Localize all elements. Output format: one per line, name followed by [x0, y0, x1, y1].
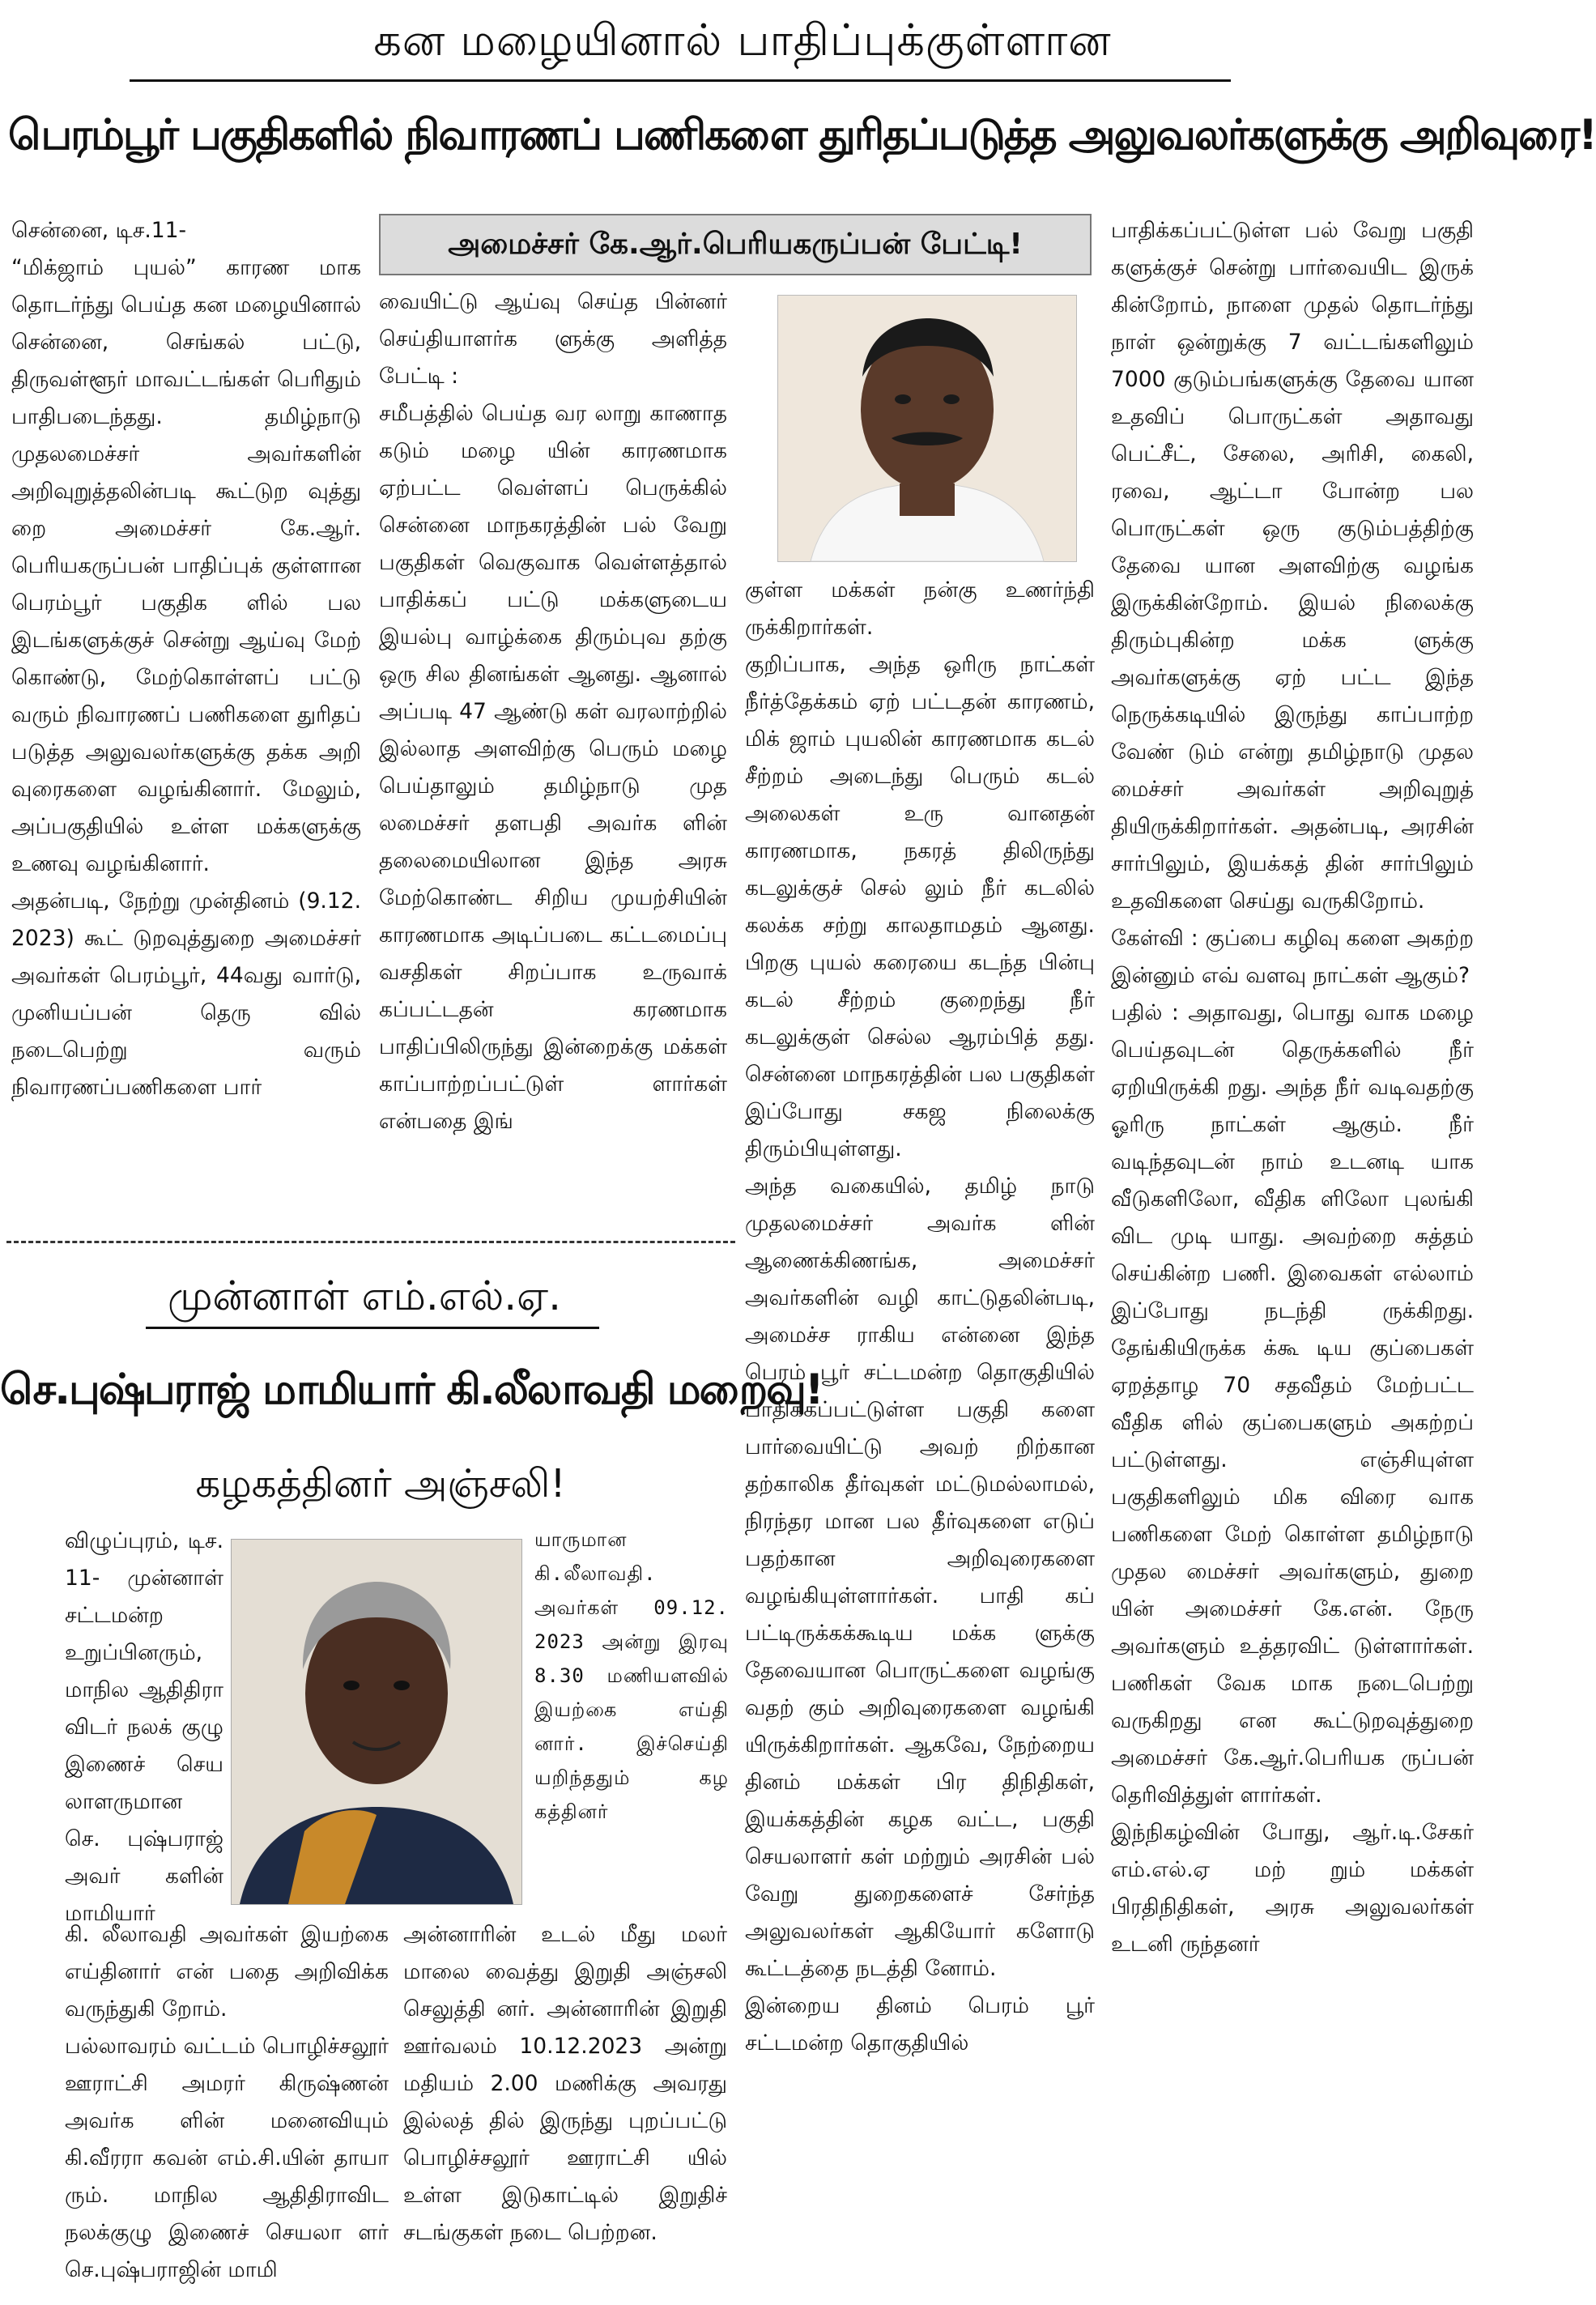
minister-portrait-illustration: [778, 296, 1076, 561]
obituary-column-2-top: யாருமான கி.லீலாவதி. அவர்கள் 09.12. 2023 அன்று இரவு 8.30 மணியளவில் இயற்கை எய்தி னார். இச்செய்தி யறிந்ததும் கழ கத்தினர்: [534, 1528, 729, 1823]
main-subhead: அமைச்சர் கே.ஆர்.பெரியகருப்பன் பேட்டி!: [379, 214, 1092, 275]
obituary-column-1-top: விழுப்புரம், டிச. 11- முன்னாள் சட்டமன்ற உறுப்பினரும், மாநில ஆதிதிரா விடர் நலக் குழு இணைச் செய லாளருமான செ. புஷ்பராஜ் அவர் களின் மாமியார்: [65, 1528, 223, 1926]
obituary-headline: செ.புஷ்பராஜ் மாமியார் கி.லீலாவதி மறைவு!: [0, 1366, 823, 1414]
obituary-subhead: கழகத்தினர் அஞ்சலி!: [195, 1461, 566, 1506]
main-story-column-2: வையிட்டு ஆய்வு செய்த பின்னர் செய்தியாளர்க ளுக்கு அளித்த பேட்டி : சமீபத்தில் பெய்த வர லாறு காணாத கடும் மழை யின் காரணமாக ஏற்பட்ட வெள்ளப் பெருக்கில் சென்னை மாநகரத்தின் பல் வேறு பகுதிகள் வெகுவாக வெள்ளத்தால் பாதிக்கப் பட்டு மக்களுடைய இயல்பு வாழ்க்கை திரும்புவ தற்கு ஒரு சில தினங்கள் ஆனது. ஆனால் அப்படி 47 ஆண்டு கள் வரலாற்றில் இல்லாத அளவிற்கு பெரும் மழை பெய்தாலும் தமிழ்நாடு முத லமைச்சர் தளபதி அவர்க ளின் தலைமையிலான இந்த அரசு மேற்கொண்ட சிறிய முயற்சியின் காரணமாக அடிப்படை கட்டமைப்பு வசதிகள் சிறப்பாக உருவாக் கப்பட்டதன் கரணமாக பாதிப்பிலிருந்து இன்றைக்கு மக்கள் காப்பாற்றப்பட்டுள் ளார்கள் என்பதை இங்: [379, 289, 727, 1134]
deceased-photo: [231, 1539, 522, 1905]
obituary-column-1-bottom: கி. லீலாவதி அவர்கள் இயற்கை எய்தினார் என் பதை அறிவிக்க வருந்துகி றோம். பல்லாவரம் வட்டம் பொழிச்சலூர் ஊராட்சி அமரர் கிருஷ்ணன் அவர்க ளின் மனைவியும் கி.வீரரா கவன் எம்.சி.யின் தாயா ரும். மாநில ஆதிதிராவிட நலக்குழு இணைச் செயலா ளர் செ.புஷ்பராஜின் மாமி: [65, 1922, 389, 2282]
section-divider: [6, 1241, 735, 1243]
main-headline: பெரம்பூர் பகுதிகளில் நிவாரணப் பணிகளை துரிதப்படுத்த அலுவலர்களுக்கு அறிவுரை!: [8, 111, 1596, 160]
obituary-kicker: முன்னாள் எம்.எல்.ஏ.: [168, 1272, 561, 1319]
obituary-column-2-bottom: அன்னாரின் உடல் மீது மலர் மாலை வைத்து இறுதி அஞ்சலி செலுத்தி னர். அன்னாரின் இறுதி ஊர்வலம் 10.12.2023 அன்று மதியம் 2.00 மணிக்கு அவரது இல்லத் தில் இருந்து புறப்பட்டு பொழிச்சலூர் ஊராட்சி யில் உள்ள இடுகாட்டில் இறுதிச் சடங்குகள் நடை பெற்றன.: [403, 1922, 727, 2245]
main-story-column-3: குள்ள மக்கள் நன்கு உணர்ந்தி ருக்கிறார்கள். குறிப்பாக, அந்த ஒரிரு நாட்கள் நீர்த்தேக்கம் ஏற் பட்டதன் காரணம், மிக் ஜாம் புயலின் காரணமாக கடல் சீற்றம் அடைந்து பெரும் கடல் அலைகள் உரு வானதன் காரணமாக, நகரத் திலிருந்து கடலுக்குச் செல் லும் நீர் கடலில் கலக்க சற்று காலதாமதம் ஆனது. பிறகு புயல் கரையை கடந்த பின்பு கடல் சீற்றம் குறைந்து நீர் கடலுக்குள் செல்ல ஆரம்பித் தது. சென்னை மாநகரத்தின் பல பகுதிகள் இப்போது சகஜ நிலைக்கு திரும்பியுள்ளது. அந்த வகையில், தமிழ் நாடு முதலமைச்சர் அவர்க ளின் ஆணைக்கிணங்க, அமைச்சர் அவர்களின் வழி காட்டுதலின்படி, அமைச்ச ராகிய என்னை இந்த பெரம் பூர் சட்டமன்ற தொகுதியில் பாதிக்கப்பட்டுள்ள பகுதி களை பார்வையிட்டு அவற் றிற்கான தற்காலிக தீர்வுகள் மட்டுமல்லாமல், நிரந்தர மான பல தீர்வுகளை எடுப் பதற்கான அறிவுரைகளை வழங்கியுள்ளார்கள். பாதி கப் பட்டிருக்கக்கூடிய மக்க ளுக்கு தேவையான பொருட்களை வழங்கு வதற் கும் அறிவுரைகளை வழங்கி யிருக்கிறார்கள். ஆகவே, நேற்றைய தினம் மக்கள் பிர திநிதிகள், இயக்கத்தின் கழக வட்ட, பகுதி செயலாளர் கள் மற்றும் அரசின் பல் வேறு துறைகளைச் சேர்ந்த அலுவலர்கள் ஆகியோர் களோடு கூட்டத்தை நடத்தி னோம். இன்றைய தினம் பெரம் பூர் சட்டமன்ற தொகுதியில்: [745, 577, 1095, 2056]
main-kicker: கன மழையினால் பாதிப்புக்குள்ளான: [373, 15, 1112, 66]
obituary-kicker-underline: [146, 1327, 599, 1329]
kicker-underline: [130, 79, 1231, 82]
deceased-portrait-illustration: [232, 1540, 521, 1904]
main-story-column-4: பாதிக்கப்பட்டுள்ள பல் வேறு பகுதி களுக்குச் சென்று பார்வையிட இருக் கின்றோம், நாளை முதல் தொடர்ந்து நாள் ஒன்றுக்கு 7 வட்டங்களிலும் 7000 குடும்பங்களுக்கு தேவை யான உதவிப் பொருட்கள் அதாவது பெட்சீட், சேலை, அரிசி, கைலி, ரவை, ஆட்டா போன்ற பல பொருட்கள் ஒரு குடும்பத்திற்கு தேவை யான அளவிற்கு வழங்க இருக்கின்றோம். இயல் நிலைக்கு திரும்புகின்ற மக்க ளுக்கு அவர்களுக்கு ஏற் பட்ட இந்த நெருக்கடியில் இருந்து காப்பாற்ற வேண் டும் என்று தமிழ்நாடு முதல மைச்சர் அவர்கள் அறிவுறுத் தியிருக்கிறார்கள். அதன்படி, அரசின் சார்பிலும், இயக்கத் தின் சார்பிலும் உதவிகளை செய்து வருகிறோம். கேள்வி : குப்பை கழிவு களை அகற்ற இன்னும் எவ் வளவு நாட்கள் ஆகும்? பதில் : அதாவது, பொது வாக மழை பெய்தவுடன் தெருக்களில் நீர் ஏறியிருக்கி றது. அந்த நீர் வடிவதற்கு ஓரிரு நாட்கள் ஆகும். நீர் வடிந்தவுடன் நாம் உடனடி யாக வீடுகளிலோ, வீதிக ளிலோ புலங்கி விட முடி யாது. அவற்றை சுத்தம் செய்கின்ற பணி. இவைகள் எல்லாம் இப்போது நடந்தி ருக்கிறது. தேங்கியிருக்க க்கூ டிய குப்பைகள் ஏறத்தாழ 70 சதவீதம் மேற்பட்ட வீதிக ளில் குப்பைகளும் அகற்றப் பட்டுள்ளது. எஞ்சியுள்ள பகுதிகளிலும் மிக விரை வாக பணிகளை மேற் கொள்ள தமிழ்நாடு முதல மைச்சர் அவர்களும், துறை யின் அமைச்சர் கே.என். நேரு அவர்களும் உத்தரவிட் டுள்ளார்கள். பணிகள் வேக மாக நடைபெற்று வருகிறது என கூட்டுறவுத்துறை அமைச்சர் கே.ஆர்.பெரியக ருப்பன் தெரிவித்துள் ளார்கள். இந்நிகழ்வின் போது, ஆர்.டி.சேகர் எம்.எல்.ஏ மற் றும் மக்கள் பிரதிநிதிகள், அரசு அலுவலர்கள் உடனி ருந்தனர்: [1111, 218, 1474, 1957]
main-story-column-1: சென்னை, டிச.11- “மிக்ஜாம் புயல்” காரண மாக தொடர்ந்து பெய்த கன மழையினால் சென்னை, செங்கல் பட்டு, திருவள்ளூர் மாவட்டங்கள் பெரிதும் பாதிபடைந்தது. தமிழ்நாடு முதலமைச்சர் அவர்களின் அறிவுறுத்தலின்படி கூட்டுற வுத்து றை அமைச்சர் கே.ஆர். பெரியகருப்பன் பாதிப்புக் குள்ளான பெரம்பூர் பகுதிக ளில் பல இடங்களுக்குச் சென்று ஆய்வு மேற் கொண்டு, மேற்கொள்ளப் பட்டு வரும் நிவாரணப் பணிகளை துரிதப் படுத்த அலுவலர்களுக்கு தக்க அறி வுரைகளை வழங்கினார். மேலும், அப்பகுதியில் உள்ள மக்களுக்கு உணவு வழங்கினார். அதன்படி, நேற்று முன்தினம் (9.12. 2023) கூட் டுறவுத்துறை அமைச்சர் அவர்கள் பெரம்பூர், 44வது வார்டு, முனியப்பன் தெரு வில் நடைபெற்று வரும் நிவாரணப்பணிகளை பார்: [11, 218, 361, 1100]
minister-photo: [777, 295, 1077, 562]
